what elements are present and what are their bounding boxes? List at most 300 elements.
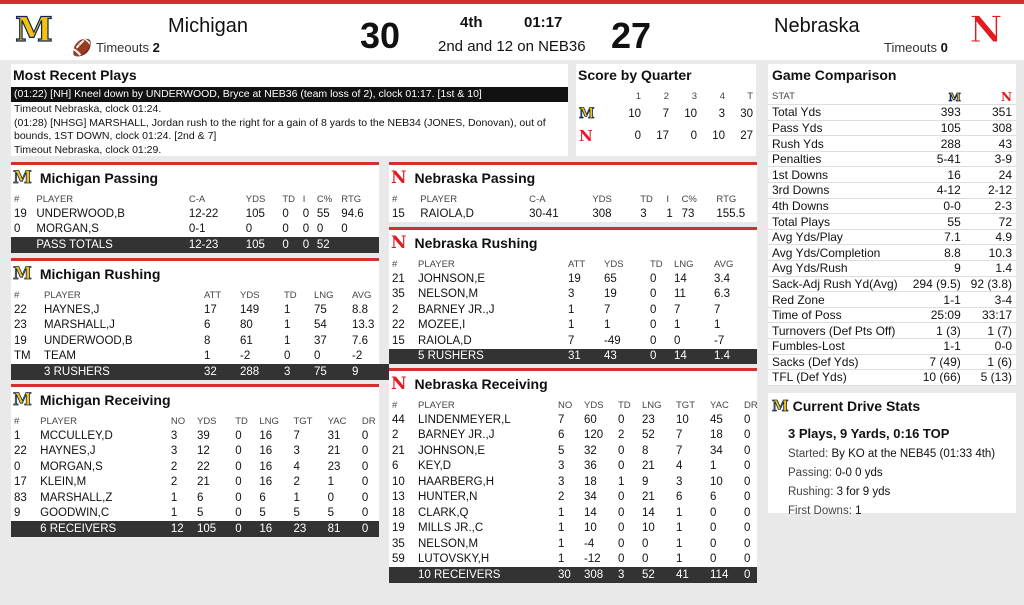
stat-value: 16 <box>907 167 965 183</box>
stat-value: 24 <box>965 167 1016 183</box>
stat-cell: -7 <box>714 334 725 347</box>
stat-cell: 2 <box>558 491 565 504</box>
stat-value: 294 (9.5) <box>907 276 965 292</box>
stat-cell: 17 <box>14 476 27 489</box>
stat-cell: 35 <box>392 288 405 301</box>
stat-cell: 0 <box>710 553 717 566</box>
total-cell <box>389 349 415 365</box>
stat-cell: 0 <box>642 537 649 550</box>
home-team-name: Michigan <box>168 15 249 37</box>
stat-cell: 16 <box>259 476 273 489</box>
stat-cell: 0 <box>642 553 649 566</box>
player-name: NELSON,M <box>418 288 479 301</box>
stat-cell: 1 <box>14 429 21 442</box>
player-name: HAARBERG,H <box>418 475 495 488</box>
stat-cell: 19 <box>568 272 581 285</box>
column-header: YDS <box>196 415 217 427</box>
home-score: 30 <box>360 15 401 56</box>
stat-value: 5 (13) <box>965 370 1016 386</box>
stat-cell: 0 <box>744 491 751 504</box>
column-header: # <box>14 289 20 301</box>
stat-cell: 45 <box>710 413 723 426</box>
stat-cell: 8 <box>204 334 211 347</box>
stat-cell: 1 <box>558 522 565 535</box>
nebraska-mini-logo: N <box>579 127 593 145</box>
stat-cell: 1 <box>170 491 178 504</box>
stat-cell: 80 <box>240 319 253 332</box>
table-row <box>11 475 379 491</box>
stat-cell: 0 <box>618 444 625 457</box>
stat-cell: 0 <box>361 507 369 520</box>
play-line[interactable]: (01:28) [NHSG] MARSHALL, Jordan rush to the right for a gain of 8 yards to the NEB34 (JONES, Donovan), out of bounds, 1ST DOWN, clock 01:24. [2nd & 7] <box>14 117 546 142</box>
stat-cell: 1 <box>714 319 721 332</box>
play-line[interactable]: (01:22) [NH] Kneel down by UNDERWOOD, Bryce at NEB36 (team loss of 2), clock 01:17. [1st & 10] <box>11 87 568 102</box>
table-row <box>389 271 757 287</box>
stat-label: Total Yds <box>768 105 907 121</box>
column-header: TD <box>640 193 653 205</box>
drive-first-downs: 1 <box>855 505 862 517</box>
comparison-row <box>768 105 1016 121</box>
column-header: C% <box>681 193 697 205</box>
stat-cell: 0 <box>650 319 657 332</box>
nebraska-logo: N <box>969 9 1003 51</box>
stat-cell: 3 <box>293 445 300 458</box>
total-cell: 23 <box>290 521 324 537</box>
stat-cell: 0-1 <box>188 223 206 236</box>
totals-row <box>389 567 757 583</box>
stat-label: 3rd Downs <box>768 183 907 199</box>
total-cell: 16 <box>256 521 290 537</box>
stat-cell: 0 <box>361 476 369 489</box>
neb-passing-title: Nebraska Passing <box>414 170 536 186</box>
player-name: HUNTER,N <box>418 491 478 504</box>
stat-cell: 1 <box>558 506 565 519</box>
stat-cell: 21 <box>392 272 405 285</box>
away-team-name: Nebraska <box>774 15 860 37</box>
column-header: ATT <box>204 289 222 301</box>
stat-cell: 1 <box>327 476 335 489</box>
stat-label: TFL (Def Yds) <box>768 370 907 386</box>
stat-cell: 1 <box>558 537 565 550</box>
stat-cell: 10 <box>642 522 655 535</box>
quarter: 4th <box>460 14 483 31</box>
stat-cell: 23 <box>14 319 27 332</box>
stat-cell: 23 <box>642 413 655 426</box>
player-name: KLEIN,M <box>40 476 87 489</box>
stat-cell: 36 <box>584 460 597 473</box>
table-row <box>11 222 379 238</box>
score-cell: 0 <box>634 130 641 142</box>
column-header: YAC <box>710 399 729 411</box>
column-header: C-A <box>188 193 206 205</box>
total-cell: 1.4 <box>711 349 757 365</box>
stat-cell: 18 <box>584 475 597 488</box>
player-name: MORGAN,S <box>36 223 99 236</box>
stat-value: 2-12 <box>965 183 1016 199</box>
comparison-table <box>768 89 1016 386</box>
stat-cell: 61 <box>240 334 253 347</box>
game-comparison-panel <box>768 64 1016 386</box>
stat-cell: 6 <box>392 460 399 473</box>
table-row <box>11 333 389 349</box>
total-cell: 81 <box>325 521 359 537</box>
stat-cell: 2 <box>392 303 399 316</box>
drive-started: By KO at the NEB45 (01:33 4th) <box>831 448 996 460</box>
stat-cell: 0 <box>235 445 242 458</box>
column-header: TD <box>235 415 248 427</box>
stat-label: Avg Yds/Completion <box>768 245 907 261</box>
table-header-row <box>389 398 757 412</box>
column-header: NO <box>558 399 573 411</box>
score-cell: 3 <box>718 108 725 120</box>
column-header: TGT <box>293 415 313 427</box>
total-cell: 52 <box>639 567 673 583</box>
player-name: MARSHALL,J <box>44 319 115 332</box>
nebraska-passing-panel <box>389 162 757 222</box>
stat-cell: 14 <box>642 506 655 519</box>
mich-passing-title: Michigan Passing <box>39 170 159 186</box>
stat-cell: 0 <box>618 413 625 426</box>
stat-cell: 1 <box>666 207 673 220</box>
column-header: YDS <box>240 289 260 301</box>
table-row <box>389 287 757 303</box>
stat-cell: 3 <box>676 475 683 488</box>
stat-label: Total Plays <box>768 214 907 230</box>
table-row <box>11 302 389 318</box>
table-row <box>11 318 389 334</box>
stat-value: 7 (49) <box>907 354 965 370</box>
stat-cell: -2 <box>352 350 363 363</box>
stat-value: 351 <box>965 105 1016 121</box>
totals-row <box>11 521 379 537</box>
recent-plays-title: Most Recent Plays <box>13 67 137 83</box>
stat-cell: 308 <box>592 207 612 220</box>
column-header: I <box>666 193 669 205</box>
stat-cell: 75 <box>314 303 327 316</box>
stat-value: 55 <box>907 214 965 230</box>
stat-value: 72 <box>965 214 1016 230</box>
mich-receiving-title: Michigan Receiving <box>39 392 171 408</box>
stat-label: Avg Yds/Play <box>768 229 907 245</box>
stat-cell: 0 <box>282 207 289 220</box>
stat-cell: 1 <box>204 350 211 363</box>
stat-cell: 7 <box>714 303 721 316</box>
total-cell: 43 <box>601 349 647 365</box>
stat-cell: 0 <box>744 522 751 535</box>
score-cell: 10 <box>684 108 697 120</box>
stat-cell: 19 <box>392 522 405 535</box>
score-cell: 30 <box>740 108 753 120</box>
table-row <box>389 474 757 490</box>
stat-cell: 5 <box>259 507 266 520</box>
stat-label: Sacks (Def Yds) <box>768 354 907 370</box>
stat-cell: 94.6 <box>341 207 364 220</box>
stat-value: 9 <box>907 261 965 277</box>
stat-cell: 149 <box>240 303 260 316</box>
player-name: KEY,D <box>418 460 452 473</box>
stat-cell: 73 <box>681 207 695 220</box>
stat-cell: 0 <box>744 429 751 442</box>
stat-cell: 39 <box>196 429 210 442</box>
column-header: AVG <box>714 258 734 270</box>
score-cell: 10 <box>712 130 725 142</box>
player-name: JOHNSON,E <box>418 272 486 285</box>
stat-cell: 0 <box>14 223 21 236</box>
score-cell: 0 <box>690 130 697 142</box>
nebraska-mini-logo: N <box>391 374 407 394</box>
table-row <box>389 206 757 222</box>
michigan-mini-logo: M <box>13 264 32 284</box>
stat-cell: 21 <box>642 491 655 504</box>
stat-cell: 155.5 <box>716 207 746 220</box>
column-header: PLAYER <box>40 415 77 427</box>
stat-cell: 0 <box>650 288 657 301</box>
stat-cell: 0 <box>744 506 751 519</box>
stat-value: 1 (7) <box>965 323 1016 339</box>
stat-cell: 14 <box>674 272 687 285</box>
table-header-row <box>11 192 379 206</box>
neb-receiving-title: Nebraska Receiving <box>414 376 548 392</box>
stat-cell: 59 <box>392 553 405 566</box>
total-cell: 41 <box>673 567 707 583</box>
stat-cell: 6 <box>558 429 565 442</box>
stat-value: 308 <box>965 120 1016 136</box>
nebraska-receiving-panel <box>389 368 757 583</box>
stat-cell: 5 <box>327 507 335 520</box>
stat-label: 1st Downs <box>768 167 907 183</box>
stat-cell: 10 <box>710 475 723 488</box>
stat-cell: 1 <box>284 319 291 332</box>
comparison-row <box>768 229 1016 245</box>
column-header: # <box>392 258 398 270</box>
stat-value: 0-0 <box>965 339 1016 355</box>
stat-cell: 7 <box>558 413 565 426</box>
total-cell: 114 <box>707 567 741 583</box>
stat-cell: 1 <box>676 553 683 566</box>
stat-value: 10.3 <box>965 245 1016 261</box>
stat-cell: 0 <box>361 429 369 442</box>
michigan-logo: M <box>12 10 56 50</box>
stat-cell: 0 <box>284 350 291 363</box>
column-header: TGT <box>676 399 695 411</box>
table-row <box>389 302 757 318</box>
stat-cell: 0 <box>235 476 242 489</box>
table-row <box>389 318 757 334</box>
column-header: LNG <box>259 415 279 427</box>
stat-value: 5-41 <box>907 151 965 167</box>
neb-rushing-title: Nebraska Rushing <box>414 235 538 251</box>
stat-cell: 0 <box>744 537 751 550</box>
stat-cell: 8 <box>642 444 649 457</box>
stat-cell: 0 <box>302 223 310 236</box>
down-distance: 2nd and 12 on NEB36 <box>438 38 586 55</box>
michigan-mini-logo: M <box>13 390 32 410</box>
table-row <box>389 521 757 537</box>
column-header: AVG <box>352 289 372 301</box>
current-drive-title: Current Drive Stats <box>792 398 921 414</box>
scoreboard <box>0 0 1024 60</box>
football-icon: 🏈 <box>72 40 92 57</box>
player-name: TEAM <box>44 350 76 363</box>
total-cell: 0 <box>300 237 314 253</box>
score-cell: 27 <box>740 130 753 142</box>
stat-cell: 5 <box>293 507 300 520</box>
play-line[interactable]: Timeout Nebraska, clock 01:29. <box>14 144 162 156</box>
game-clock: 01:17 <box>524 14 563 31</box>
score-by-quarter-panel <box>576 64 756 156</box>
column-header: LNG <box>314 289 334 301</box>
stat-cell: 9 <box>642 475 649 488</box>
stat-cell: 1 <box>568 303 575 316</box>
stat-cell: 7 <box>604 303 611 316</box>
column-header: TD <box>650 258 663 270</box>
stat-cell: 13.3 <box>352 319 375 332</box>
player-name: MARSHALL,Z <box>40 491 113 504</box>
stat-value: 25:09 <box>907 307 965 323</box>
stat-cell: 7.6 <box>352 334 368 347</box>
comparison-row <box>768 198 1016 214</box>
stat-cell: 23 <box>327 460 341 473</box>
stat-cell: 6.3 <box>714 288 730 301</box>
total-cell: 12-23 <box>186 237 243 253</box>
stat-value: 7.1 <box>907 229 965 245</box>
comparison-row <box>768 323 1016 339</box>
stat-value: 393 <box>907 105 965 121</box>
stat-cell: 10 <box>676 413 689 426</box>
stat-cell: 0 <box>744 553 751 566</box>
stat-cell: 0 <box>744 444 751 457</box>
stat-cell: 0 <box>618 553 625 566</box>
play-line[interactable]: Timeout Nebraska, clock 01:24. <box>14 102 162 115</box>
stat-cell: -49 <box>604 334 621 347</box>
stat-cell: 21 <box>642 460 655 473</box>
away-timeouts: 0 <box>940 40 948 55</box>
stat-label: Pass Yds <box>768 120 907 136</box>
stat-cell: 1 <box>710 460 717 473</box>
stat-cell: 52 <box>642 429 655 442</box>
column-header: C-A <box>529 193 546 205</box>
mich-rushing-title: Michigan Rushing <box>39 266 161 282</box>
stat-cell: 19 <box>14 207 27 220</box>
total-cell <box>11 364 41 380</box>
away-timeouts-label: Timeouts <box>884 40 937 55</box>
stat-label: Fumbles-Lost <box>768 339 907 355</box>
stat-value: 0-0 <box>907 198 965 214</box>
table-row <box>389 428 757 444</box>
score-by-quarter-title: Score by Quarter <box>578 67 692 83</box>
michigan-mini-logo: M <box>907 89 965 105</box>
drive-rushing-label: Rushing: <box>788 486 834 498</box>
stat-cell: 34 <box>584 491 597 504</box>
stat-cell: 16 <box>259 429 273 442</box>
column-header: DR <box>361 415 376 427</box>
stat-cell: 6 <box>710 491 717 504</box>
comparison-row <box>768 136 1016 152</box>
stat-cell: 0 <box>302 207 310 220</box>
stat-cell: -4 <box>584 537 595 550</box>
comparison-row <box>768 183 1016 199</box>
stat-cell: 7 <box>293 429 300 442</box>
stat-cell: 1 <box>558 553 565 566</box>
stat-cell: 21 <box>196 476 210 489</box>
stat-value: 4.9 <box>965 229 1016 245</box>
stat-cell: 55 <box>316 207 330 220</box>
stat-value: 288 <box>907 136 965 152</box>
michigan-receiving-panel <box>11 384 379 537</box>
total-cell: 75 <box>311 364 349 380</box>
stat-value: 105 <box>907 120 965 136</box>
stat-cell: 34 <box>710 444 723 457</box>
stat-cell: 3 <box>170 429 178 442</box>
stat-cell: 3 <box>640 207 647 220</box>
column-header: YDS <box>245 193 266 205</box>
michigan-rushing-panel <box>11 258 379 380</box>
stat-cell: 0 <box>710 506 717 519</box>
column-header: LNG <box>674 258 694 270</box>
stat-cell: 22 <box>392 319 405 332</box>
table-header-row <box>389 192 757 206</box>
stat-cell: 0 <box>744 475 751 488</box>
column-header: # <box>14 193 20 205</box>
stat-value: 10 (66) <box>907 370 965 386</box>
column-header: YAC <box>327 415 347 427</box>
column-header: RTG <box>716 193 737 205</box>
stat-cell: 10 <box>584 522 597 535</box>
stat-label: Penalties <box>768 151 907 167</box>
stat-value: 3-9 <box>965 151 1016 167</box>
total-cell: 5 RUSHERS <box>415 349 565 365</box>
michigan-mini-logo: M <box>579 106 595 122</box>
stat-cell: 0 <box>710 537 717 550</box>
total-cell: 14 <box>671 349 711 365</box>
column-header: PLAYER <box>420 193 458 205</box>
stat-label: Red Zone <box>768 292 907 308</box>
stat-cell: 10 <box>392 475 405 488</box>
stat-cell: 7 <box>568 334 575 347</box>
current-drive-panel <box>768 393 1016 517</box>
comparison-row <box>768 276 1016 292</box>
stat-cell: 22 <box>14 445 27 458</box>
stat-value: 92 (3.8) <box>965 276 1016 292</box>
stat-cell: 0 <box>618 506 625 519</box>
stat-label: Rush Yds <box>768 136 907 152</box>
stat-cell: 0 <box>314 350 321 363</box>
stat-cell: 2 <box>618 429 625 442</box>
total-cell: 3 <box>615 567 639 583</box>
stat-cell: 1 <box>618 475 625 488</box>
q4-header: 4 <box>719 90 725 102</box>
comparison-row <box>768 214 1016 230</box>
stat-cell: 35 <box>392 537 405 550</box>
stat-cell: 54 <box>314 319 327 332</box>
stat-label: Turnovers (Def Pts Off) <box>768 323 907 339</box>
total-cell: 105 <box>243 237 280 253</box>
stat-cell: 0 <box>744 413 751 426</box>
stat-cell: 60 <box>584 413 597 426</box>
stat-cell: 8.8 <box>352 303 368 316</box>
player-name: GOODWIN,C <box>40 507 110 520</box>
stat-cell: 5 <box>558 444 565 457</box>
stat-label: 4th Downs <box>768 198 907 214</box>
stat-cell: 32 <box>584 444 597 457</box>
michigan-mini-logo: M <box>772 397 789 415</box>
stat-cell: 120 <box>584 429 604 442</box>
stat-value: 43 <box>965 136 1016 152</box>
player-name: HAYNES,J <box>44 303 100 316</box>
table-row <box>11 206 379 222</box>
total-cell: 31 <box>565 349 601 365</box>
stat-cell: 16 <box>259 445 273 458</box>
